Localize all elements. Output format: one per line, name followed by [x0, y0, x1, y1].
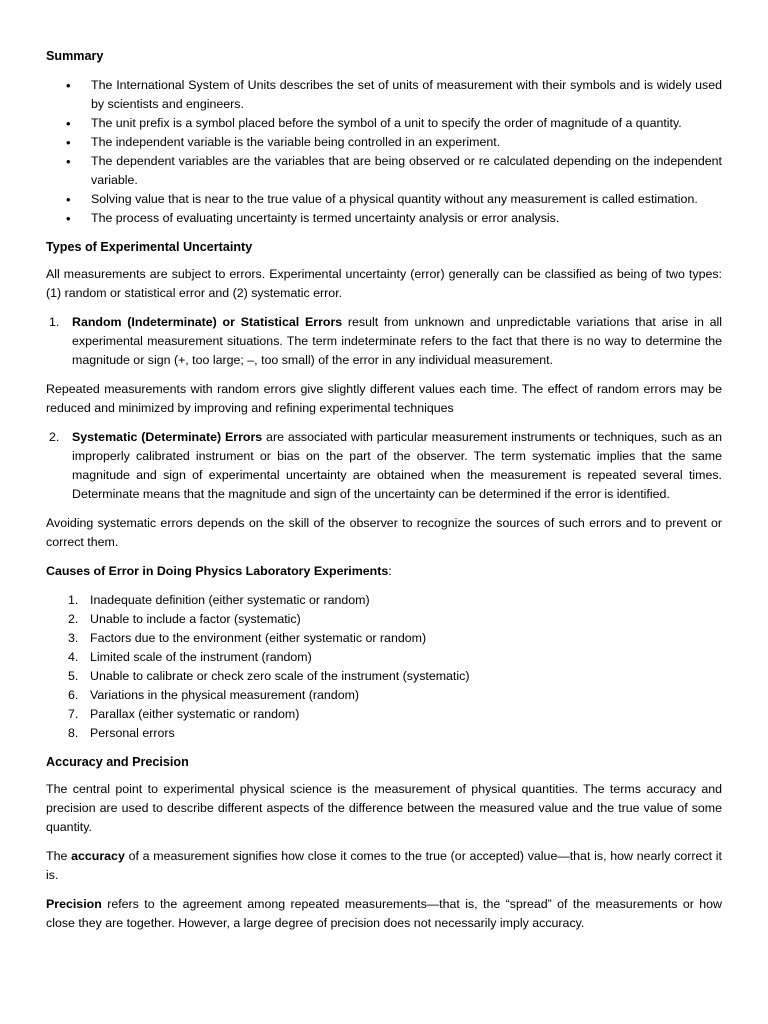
error-types-list-2: [46, 428, 722, 504]
accuracy-definition: The accuracy of a measurement signifies how close it comes to the true (or accepted) value—that is, how nearly correct it is.: [46, 849, 722, 882]
bullet-icon: •: [66, 154, 71, 169]
bullet-icon: •: [66, 192, 71, 207]
list-item-systematic-errors: [46, 428, 722, 504]
list-number: 5.: [68, 669, 79, 683]
error-types-list-1: [46, 313, 722, 370]
causes-heading-text: Causes of Error in Doing Physics Laboratory Experiments: [46, 564, 389, 578]
list-item: 8. Personal errors: [46, 724, 722, 743]
summary-heading: Summary: [46, 49, 104, 63]
list-item: 2. Unable to include a factor (systematic): [46, 610, 722, 629]
list-number: 1.: [68, 593, 79, 607]
bullet-icon: •: [66, 211, 71, 226]
list-number: 3.: [68, 631, 79, 645]
list-number: 7.: [68, 707, 79, 721]
precision-term: Precision: [46, 897, 102, 911]
causes-heading: [46, 562, 722, 581]
list-item: • The process of evaluating uncertainty is termed uncertainty analysis or error analysis.: [66, 211, 560, 226]
list-number: 2.: [49, 430, 60, 444]
bullet-icon: •: [66, 116, 71, 131]
list-number: 6.: [68, 688, 79, 702]
list-item: 1. Inadequate definition (either systematic or random): [46, 591, 722, 610]
document-page: [46, 47, 722, 943]
accuracy-term: accuracy: [71, 849, 125, 863]
list-item: 3. Factors due to the environment (either systematic or random): [46, 629, 722, 648]
list-item: • Solving value that is near to the true value of a physical quantity without any measurement is called estimation.: [66, 192, 698, 207]
accuracy-heading: Accuracy and Precision: [46, 755, 189, 769]
accuracy-intro: The central point to experimental physical science is the measurement of physical quantities. The terms accuracy and precision are used to describe different aspects of the difference between the measured value and the true value of some quantity.: [46, 782, 722, 834]
random-errors-term: Random (Indeterminate) or Statistical Errors: [72, 315, 343, 329]
list-number: 8.: [68, 726, 79, 740]
list-number: 4.: [68, 650, 79, 664]
precision-definition: Precision refers to the agreement among repeated measurements—that is, the “spread” of the measurements or how close they are together. However, a large degree of precision does not necessarily imply accuracy.: [46, 897, 722, 930]
list-item: 6. Variations in the physical measurement (random): [46, 686, 722, 705]
bullet-icon: •: [66, 135, 71, 150]
list-item: • The independent variable is the variable being controlled in an experiment.: [66, 135, 501, 150]
list-item: • The dependent variables are the variables that are being observed or re calculated depending on the independent variable.: [66, 154, 722, 187]
causes-list: [46, 591, 722, 743]
list-item: • The International System of Units describes the set of units of measurement with their symbols and is widely used by scientists and engineers.: [66, 78, 722, 111]
list-number: 2.: [68, 612, 79, 626]
list-item: 7. Parallax (either systematic or random): [46, 705, 722, 724]
random-errors-note: Repeated measurements with random errors give slightly different values each time. The effect of random errors may be reduced and minimized by improving and refining experimental techniques: [46, 382, 722, 415]
summary-list: [46, 76, 722, 228]
types-intro: All measurements are subject to errors. Experimental uncertainty (error) generally can be classified as being of two types: (1) random or statistical error and (2) systematic error.: [46, 267, 722, 300]
random-errors-text: result from unknown and unpredictable variations that arise in all experimental measurement situations. The term indeterminate refers to the fact that there is no way to determine the magnitude or sign (+, too large; –, too small) of the error in any individual measurement.: [72, 315, 722, 367]
causes-heading-colon: :: [388, 564, 392, 578]
systematic-errors-term: Systematic (Determinate) Errors: [72, 430, 263, 444]
list-item: 4. Limited scale of the instrument (random): [46, 648, 722, 667]
list-number: 1.: [49, 315, 60, 329]
systematic-errors-note: Avoiding systematic errors depends on the skill of the observer to recognize the sources of such errors and to prevent or correct them.: [46, 516, 722, 549]
systematic-errors-text: are associated with particular measurement instruments or techniques, such as an improperly calibrated instrument or bias on the part of the observer. The term systematic implies that the same magnitude and sign of experimental uncertainty are obtained when the measurement is repeated several times. Determinate means that the magnitude and sign of the uncertainty can be determined if the error is identified.: [72, 430, 722, 501]
list-item: • The unit prefix is a symbol placed before the symbol of a unit to specify the order of magnitude of a quantity.: [66, 116, 682, 131]
bullet-icon: •: [66, 78, 71, 93]
types-heading: Types of Experimental Uncertainty: [46, 240, 253, 254]
list-item: 5. Unable to calibrate or check zero scale of the instrument (systematic): [46, 667, 722, 686]
list-item-random-errors: [46, 313, 722, 370]
